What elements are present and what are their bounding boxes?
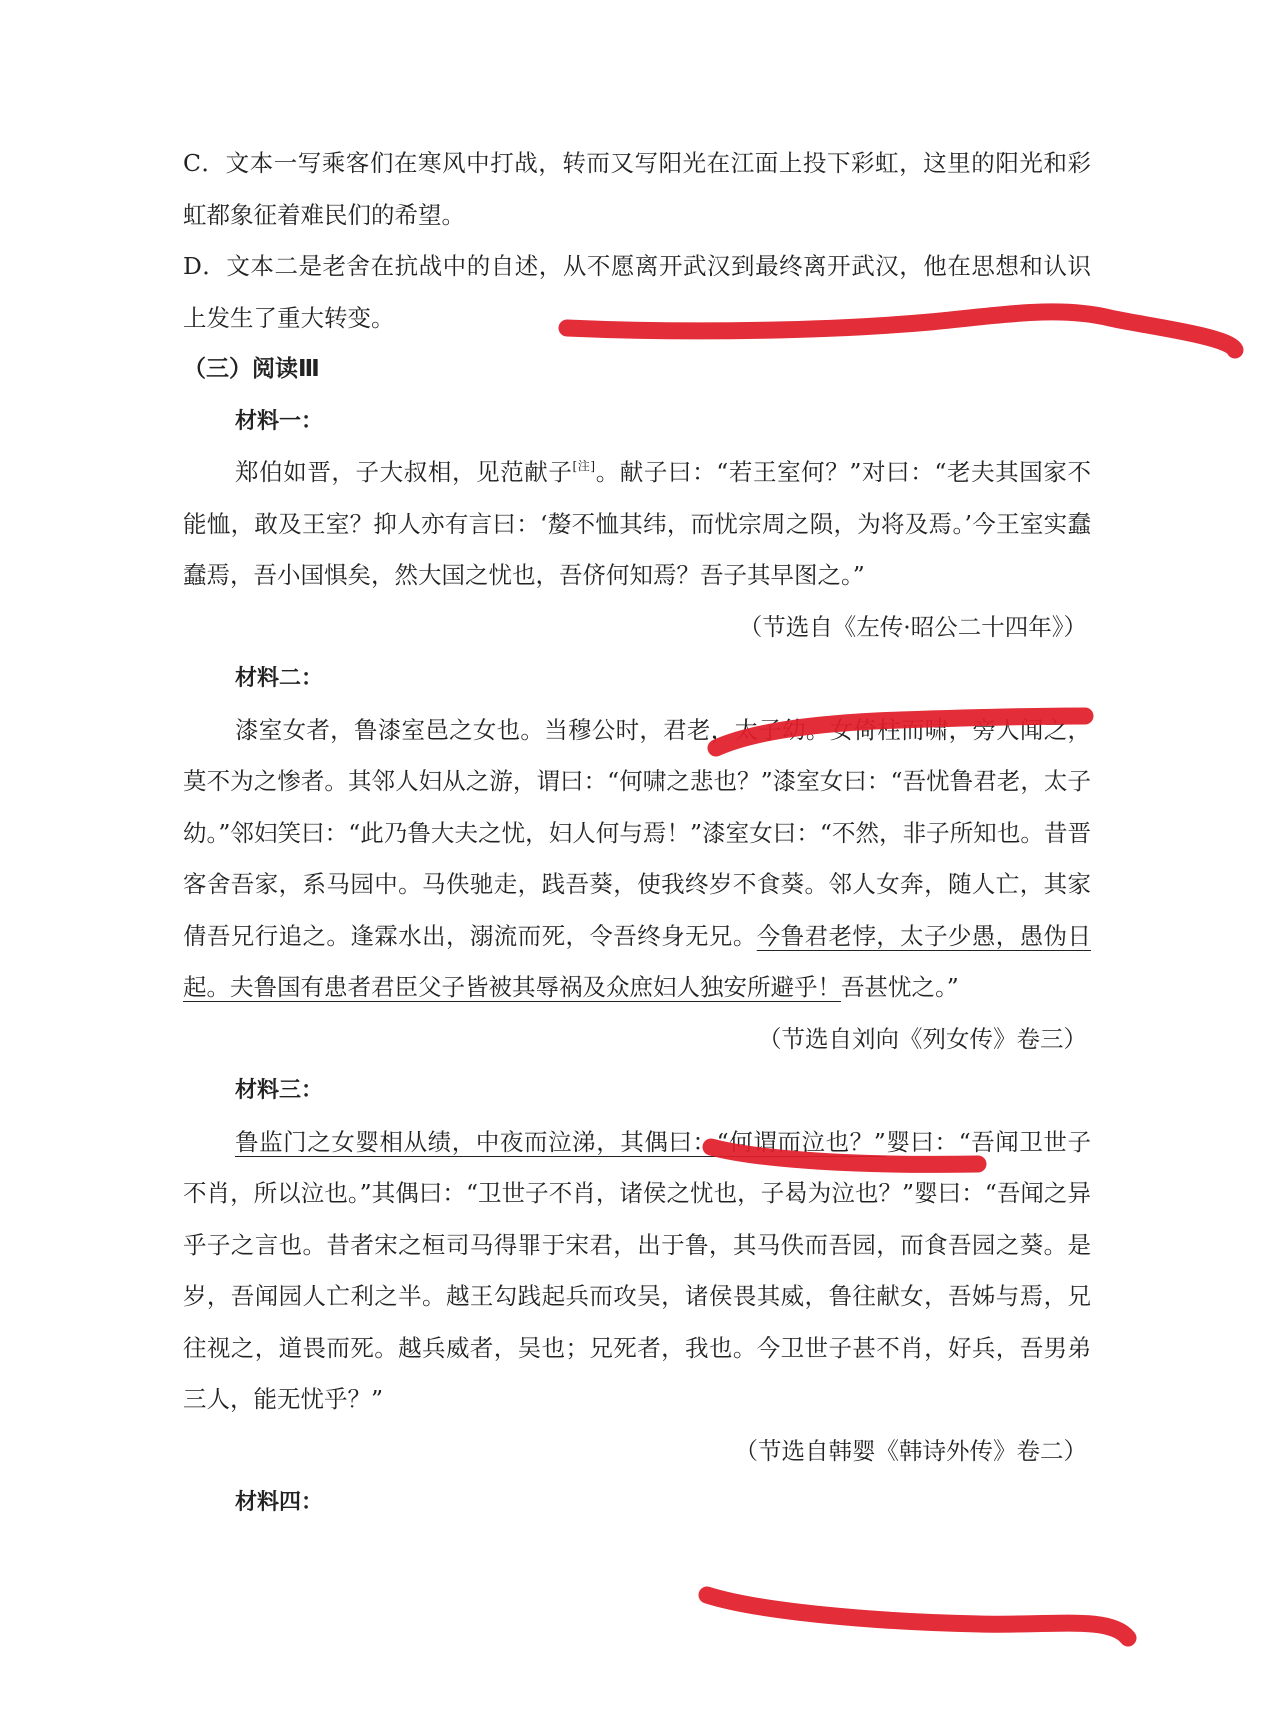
material2-text: [183, 705, 1091, 1014]
material3-source: （节选自韩婴《韩诗外传》卷二）: [734, 1436, 1087, 1465]
material3-text: [183, 1117, 1091, 1426]
material3-text-b: 婴曰：“吾闻卫世子不肖，所以泣也。”其偶曰：“卫世子不肖，诸侯之忧也，子曷为泣也？”婴曰：“吾闻之异乎子之言也。昔者宋之桓司马得罪于宋君，出于鲁，其马佚而吾园，而食吾园之葵。是岁，吾闻园人亡利之半。越王勾践起兵而攻吴，诸侯畏其威，鲁往献女，吾姊与焉，兄往视之，道畏而死。越兵威者，吴也；兄死者，我也。今卫世子甚不肖，好兵，吾男弟三人，能无忧乎？”: [183, 1127, 1092, 1413]
document-page: [183, 138, 1091, 1529]
red-marker-stroke-4: [707, 1595, 1128, 1638]
material1-text-a: 郑伯如晋，子大叔相，见范献子: [235, 458, 573, 486]
material1-text-b: 。献子曰：“若王室何？”对曰：“老夫其国家不能恤，敢及王室？抑人亦有言曰：‘嫠不恤其纬，而忧宗周之陨，为将及焉。’今王室实蠢蠢焉，吾小国惧矣，然大国之忧也，吾侪何知焉？吾子其早图之。”: [183, 458, 1091, 589]
material2-underlined-sentence: 今鲁君老悖，太子少愚，愚伪日起。夫鲁国有患者君臣父子皆被其辱祸及众庶妇人独安所避乎！: [183, 921, 1092, 1001]
option-c: C．文本一写乘客们在寒风中打战，转而又写阳光在江面上投下彩虹，这里的阳光和彩虹都象征着难民们的希望。: [183, 149, 1091, 229]
material2-label: 材料二：: [235, 666, 324, 691]
material3-label: 材料三：: [235, 1078, 324, 1103]
material4-label: 材料四：: [235, 1490, 324, 1515]
material2-text-b: 吾甚忧之。”: [841, 973, 959, 1001]
material2-source: （节选自刘向《列女传》卷三）: [758, 1024, 1087, 1053]
material3-underlined-sentence: 鲁监门之女婴相从绩，中夜而泣涕，其偶曰：“何谓而泣也？”: [235, 1127, 886, 1156]
material1-source: （节选自《左传·昭公二十四年》）: [738, 612, 1087, 641]
material1-label: 材料一：: [235, 408, 324, 434]
material2-text-a: 漆室女者，鲁漆室邑之女也。当穆公时，君老，太子幼。女倚柱而啸，旁人闻之，莫不为之惨者。其邻人妇从之游，谓曰：“何啸之悲也？”漆室女曰：“吾忧鲁君老，太子幼。”邻妇笑曰：“此乃鲁大夫之忧，妇人何与焉！”漆室女曰：“不然，非子所知也。昔晋客舍吾家，系马园中。马佚驰走，践吾葵，使我终岁不食葵。邻人女奔，随人亡，其家倩吾兄行追之。逢霖水出，溺流而死，令吾终身无兄。: [183, 715, 1091, 950]
material1-text: [183, 447, 1091, 602]
option-d: D．文本二是老舍在抗战中的自述，从不愿离开武汉到最终离开武汉，他在思想和认识上发生了重大转变。: [183, 252, 1091, 332]
section-title: （三）阅读Ⅲ: [183, 356, 320, 382]
footnote-marker: [注]: [572, 459, 596, 473]
